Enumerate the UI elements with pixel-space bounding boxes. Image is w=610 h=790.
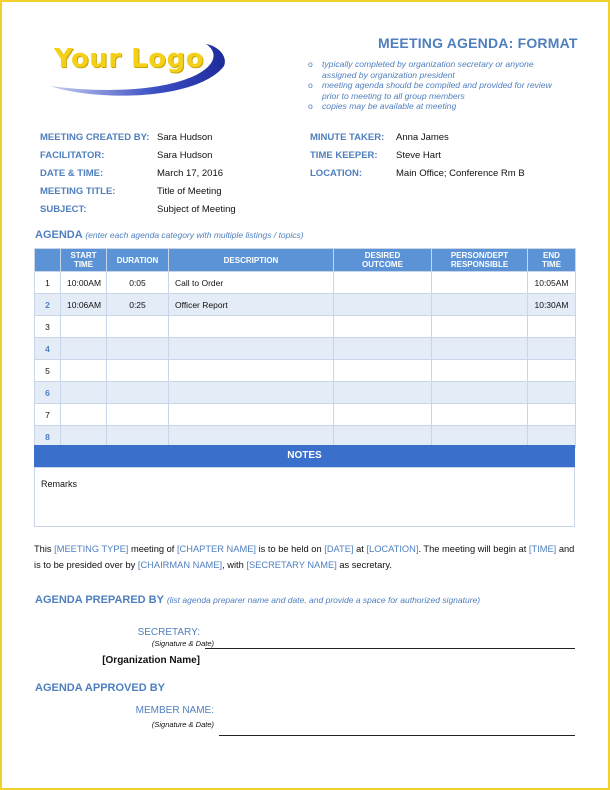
member-name-label: MEMBER NAME: xyxy=(135,705,214,716)
chapter-name-placeholder[interactable]: [CHAPTER NAME] xyxy=(176,544,256,554)
duration-cell[interactable] xyxy=(107,382,169,404)
created-by-value[interactable]: Sara Hudson xyxy=(157,132,213,143)
end-time-cell[interactable]: 10:30AM xyxy=(528,294,576,316)
row-number: 2 xyxy=(35,294,61,316)
location-value[interactable]: Main Office; Conference Rm B xyxy=(396,168,525,179)
facilitator-value[interactable]: Sara Hudson xyxy=(157,150,213,161)
agenda-heading: AGENDA (enter each agenda category with multiple listings / topics) xyxy=(35,229,304,241)
table-header-row xyxy=(35,249,576,272)
subject-value[interactable]: Subject of Meeting xyxy=(157,204,236,215)
subject-label: SUBJECT: xyxy=(40,204,87,215)
end-time-cell[interactable]: 10:05AM xyxy=(528,272,576,294)
start-time-cell[interactable] xyxy=(61,316,107,338)
person-cell[interactable] xyxy=(432,294,528,316)
outcome-cell[interactable] xyxy=(334,382,432,404)
chairman-name-placeholder[interactable]: [CHAIRMAN NAME] xyxy=(137,560,223,570)
bullet-icon: o xyxy=(308,80,313,90)
person-cell[interactable] xyxy=(432,360,528,382)
start-time-cell[interactable] xyxy=(61,338,107,360)
notes-heading: NOTES xyxy=(34,445,575,467)
meeting-title-value[interactable]: Title of Meeting xyxy=(157,186,222,197)
created-by-label: MEETING CREATED BY: xyxy=(40,132,150,143)
start-time-cell[interactable]: 10:00AM xyxy=(61,272,107,294)
end-time-cell[interactable] xyxy=(528,338,576,360)
time-keeper-value[interactable]: Steve Hart xyxy=(396,150,441,161)
start-time-cell[interactable] xyxy=(61,382,107,404)
outcome-cell[interactable] xyxy=(334,294,432,316)
outcome-cell[interactable] xyxy=(334,404,432,426)
duration-cell[interactable] xyxy=(107,316,169,338)
meeting-info xyxy=(0,0,610,220)
meeting-title-label: MEETING TITLE: xyxy=(40,186,116,197)
duration-cell[interactable] xyxy=(107,404,169,426)
outcome-cell[interactable] xyxy=(334,272,432,294)
outcome-cell[interactable] xyxy=(334,360,432,382)
row-number: 3 xyxy=(35,316,61,338)
outcome-cell[interactable] xyxy=(334,316,432,338)
person-cell[interactable] xyxy=(432,404,528,426)
end-time-cell[interactable] xyxy=(528,316,576,338)
person-cell[interactable] xyxy=(432,382,528,404)
description-cell[interactable] xyxy=(169,316,334,338)
description-cell[interactable] xyxy=(169,382,334,404)
description-cell[interactable]: Call to Order xyxy=(169,272,334,294)
instruction-item: o copies may be available at meeting xyxy=(308,101,457,111)
row-number: 6 xyxy=(35,382,61,404)
description-cell[interactable] xyxy=(169,338,334,360)
table-row xyxy=(35,382,576,404)
person-cell[interactable] xyxy=(432,338,528,360)
organization-name: [Organization Name] xyxy=(102,655,200,666)
secretary-sig-date: (Signature & Date) xyxy=(151,639,214,648)
date-label: DATE & TIME: xyxy=(40,168,104,179)
notes-text: Remarks xyxy=(41,479,78,489)
col-desired-outcome: DESIRED OUTCOME xyxy=(334,249,432,272)
table-row xyxy=(35,404,576,426)
location-label: LOCATION: xyxy=(310,168,363,179)
member-signature-line[interactable] xyxy=(219,735,575,736)
row-number: 7 xyxy=(35,404,61,426)
agenda-table xyxy=(34,248,576,448)
table-row xyxy=(35,316,576,338)
table-row xyxy=(35,360,576,382)
row-number: 4 xyxy=(35,338,61,360)
start-time-cell[interactable]: 10:06AM xyxy=(61,294,107,316)
member-sig-date: (Signature & Date) xyxy=(151,720,214,729)
duration-cell[interactable] xyxy=(107,360,169,382)
person-cell[interactable] xyxy=(432,316,528,338)
bullet-icon: o xyxy=(308,59,313,69)
end-time-cell[interactable] xyxy=(528,382,576,404)
col-start-time: START TIME xyxy=(61,249,107,272)
description-cell[interactable]: Officer Report xyxy=(169,294,334,316)
secretary-name-placeholder[interactable]: [SECRETARY NAME] xyxy=(246,560,337,570)
date-value[interactable]: March 17, 2016 xyxy=(157,168,224,179)
time-placeholder[interactable]: [TIME] xyxy=(528,544,557,554)
start-time-cell[interactable] xyxy=(61,404,107,426)
page-title: MEETING AGENDA: FORMAT xyxy=(378,35,578,51)
minute-taker-label: MINUTE TAKER: xyxy=(310,132,385,143)
duration-cell[interactable]: 0:05 xyxy=(107,272,169,294)
prepared-by-subheading: (list agenda preparer name and date, and provide a space for authorized signature) xyxy=(166,595,481,605)
approved-by-heading: AGENDA APPROVED BY xyxy=(35,682,165,694)
table-row xyxy=(35,272,576,294)
instruction-item: o meeting agenda should be compiled and provided for review prior to meeting to all group members xyxy=(308,80,552,101)
row-number: 1 xyxy=(35,272,61,294)
minute-taker-value[interactable]: Anna James xyxy=(396,132,449,143)
meeting-type-placeholder[interactable]: [MEETING TYPE] xyxy=(54,544,129,554)
col-num xyxy=(35,249,61,272)
location-placeholder[interactable]: [LOCATION] xyxy=(366,544,419,554)
agenda-subheading: (enter each agenda category with multiple listings / topics) xyxy=(85,230,304,240)
row-number: 5 xyxy=(35,360,61,382)
secretary-signature-line[interactable] xyxy=(205,648,575,649)
outcome-cell[interactable] xyxy=(334,338,432,360)
start-time-cell[interactable] xyxy=(61,360,107,382)
logo: Your Logo xyxy=(54,44,205,74)
description-cell[interactable] xyxy=(169,404,334,426)
row-number: 8 xyxy=(35,426,61,448)
prepared-by-heading: AGENDA PREPARED BY (list agenda preparer name and date, and provide a space for authorized signature) xyxy=(35,594,481,606)
end-time-cell[interactable] xyxy=(528,404,576,426)
bullet-icon: o xyxy=(308,101,313,111)
date-placeholder[interactable]: [DATE] xyxy=(324,544,354,554)
time-keeper-label: TIME KEEPER: xyxy=(310,150,378,161)
col-end-time: END TIME xyxy=(528,249,576,272)
col-person-responsible: PERSON/DEPT RESPONSIBLE xyxy=(432,249,528,272)
secretary-label: SECRETARY: xyxy=(137,627,200,638)
duration-cell[interactable] xyxy=(107,338,169,360)
instruction-item: o typically completed by organization secretary or anyone assigned by organization president xyxy=(308,59,534,80)
facilitator-label: FACILITATOR: xyxy=(40,150,105,161)
duration-cell[interactable]: 0:25 xyxy=(107,294,169,316)
notes-box[interactable] xyxy=(34,467,575,527)
meeting-statement: This [MEETING TYPE] meeting of [CHAPTER NAME] is to be held on [DATE] at [LOCATION]. The meeting will begin at [TIME] and is to be presided over by [CHAIRMAN NAME], with [SECRETARY NAME] as secretary. xyxy=(34,544,575,570)
col-description: DESCRIPTION xyxy=(169,249,334,272)
end-time-cell[interactable] xyxy=(528,360,576,382)
description-cell[interactable] xyxy=(169,360,334,382)
table-row xyxy=(35,294,576,316)
person-cell[interactable] xyxy=(432,272,528,294)
table-row xyxy=(35,338,576,360)
col-duration: DURATION xyxy=(107,249,169,272)
